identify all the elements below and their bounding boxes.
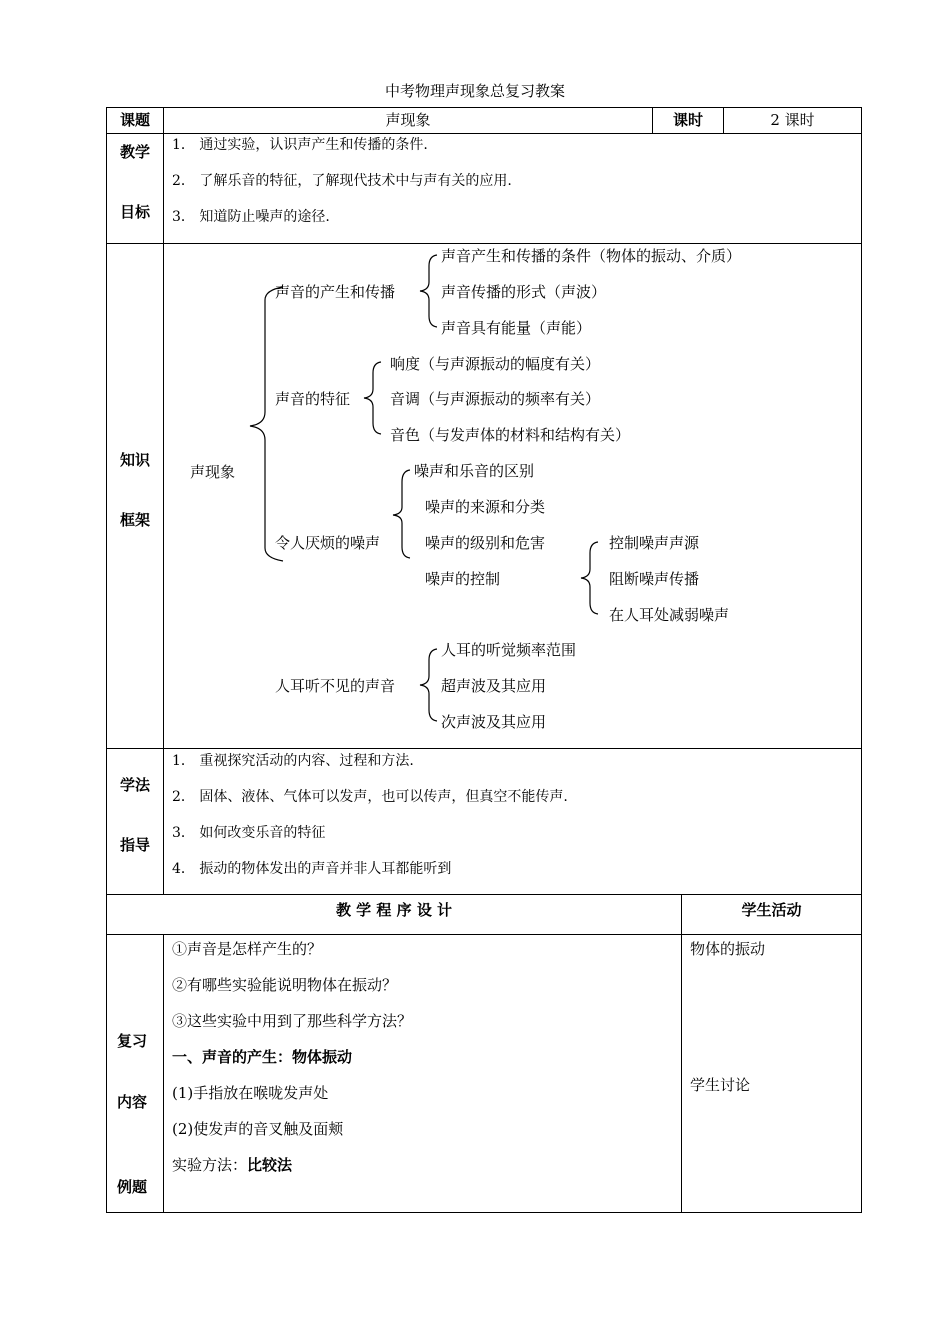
- review-label: 复习: [116, 1032, 147, 1050]
- methods-label-1: 学法: [119, 776, 150, 794]
- control-item: 阻断噪声传播: [609, 570, 700, 588]
- review-question: ②有哪些实验能说明物体在振动？: [172, 976, 398, 994]
- branch1-brace: [420, 255, 437, 327]
- branch-item: 响度（与声源振动的幅度有关）: [390, 355, 601, 373]
- control-brace: [581, 542, 598, 614]
- control-item: 在人耳处减弱噪声: [609, 606, 730, 624]
- objectives-label-1: 教学: [119, 143, 150, 161]
- branch-title: 人耳听不见的声音: [275, 677, 396, 695]
- branch3-brace: [393, 470, 410, 558]
- student-activity: 物体的振动: [690, 940, 766, 958]
- branch-title: 令人厌烦的噪声: [275, 534, 381, 552]
- example-label: 例题: [116, 1178, 147, 1196]
- objectives-label-2: 目标: [119, 203, 150, 221]
- method-label: 实验方法：: [172, 1156, 248, 1174]
- hours-label: 课时: [672, 111, 703, 129]
- activity-heading: 学生活动: [741, 901, 802, 919]
- experiment-step: (2)使发声的音叉触及面颊: [172, 1120, 344, 1138]
- objective-item: 3． 知道防止噪声的途径.: [172, 209, 330, 225]
- objective-item: 1． 通过实验，认识声产生和传播的条件.: [172, 137, 428, 153]
- branch-item: 噪声的来源和分类: [425, 498, 546, 516]
- document-title: 中考物理声现象总复习教案: [384, 82, 565, 100]
- method-line: [172, 1156, 292, 1174]
- branch-title: 声音的产生和传播: [275, 283, 396, 301]
- objective-item: 2． 了解乐音的特征，了解现代技术中与声有关的应用.: [172, 173, 512, 189]
- framework-label-2: 框架: [119, 511, 150, 529]
- branch-item: 噪声的控制: [425, 570, 501, 588]
- method-value: 比较法: [247, 1156, 293, 1174]
- framework-label-1: 知识: [119, 451, 150, 469]
- review-question: ①声音是怎样产生的？: [172, 940, 323, 958]
- topic-label: 课题: [119, 111, 150, 129]
- branch-item: 次声波及其应用: [441, 713, 547, 731]
- branch-item: 音调（与声源振动的频率有关）: [390, 390, 601, 408]
- control-item: 控制噪声声源: [609, 534, 700, 552]
- design-heading: 教 学 程 序 设 计: [335, 901, 453, 919]
- method-item: 1． 重视探究活动的内容、过程和方法.: [172, 753, 414, 769]
- branch-item: 噪声的级别和危害: [425, 534, 546, 552]
- branch-item: 声音产生和传播的条件（物体的振动、介质）: [441, 247, 742, 265]
- experiment-step: (1)手指放在喉咙发声处: [172, 1084, 329, 1102]
- hours-value: 2 课时: [770, 111, 815, 129]
- branch-item: 超声波及其应用: [441, 677, 547, 695]
- branch-item: 噪声和乐音的区别: [414, 462, 535, 480]
- content-label: 内容: [116, 1093, 147, 1111]
- method-item: 2． 固体、液体、气体可以发声，也可以传声，但真空不能传声.: [172, 789, 568, 805]
- review-question: ③这些实验中用到了那些科学方法？: [172, 1012, 413, 1030]
- student-activity: 学生讨论: [690, 1076, 751, 1094]
- method-item: 3． 如何改变乐音的特征: [172, 825, 326, 841]
- branch-item: 音色（与发声体的材料和结构有关）: [390, 426, 631, 444]
- framework-root: 声现象: [190, 463, 236, 481]
- branch4-brace: [420, 649, 437, 721]
- branch-item: 人耳的听觉频率范围: [441, 641, 577, 659]
- root-brace: [250, 287, 283, 561]
- topic-value: 声现象: [385, 111, 431, 129]
- branch2-brace: [364, 362, 381, 434]
- method-item: 4． 振动的物体发出的声音并非人耳都能听到: [172, 861, 452, 877]
- branch-title: 声音的特征: [275, 390, 351, 408]
- methods-label-2: 指导: [119, 836, 150, 854]
- branch-item: 声音具有能量（声能）: [441, 319, 592, 337]
- branch-item: 声音传播的形式（声波）: [441, 283, 607, 301]
- section-heading: 一、声音的产生：物体振动: [172, 1048, 353, 1066]
